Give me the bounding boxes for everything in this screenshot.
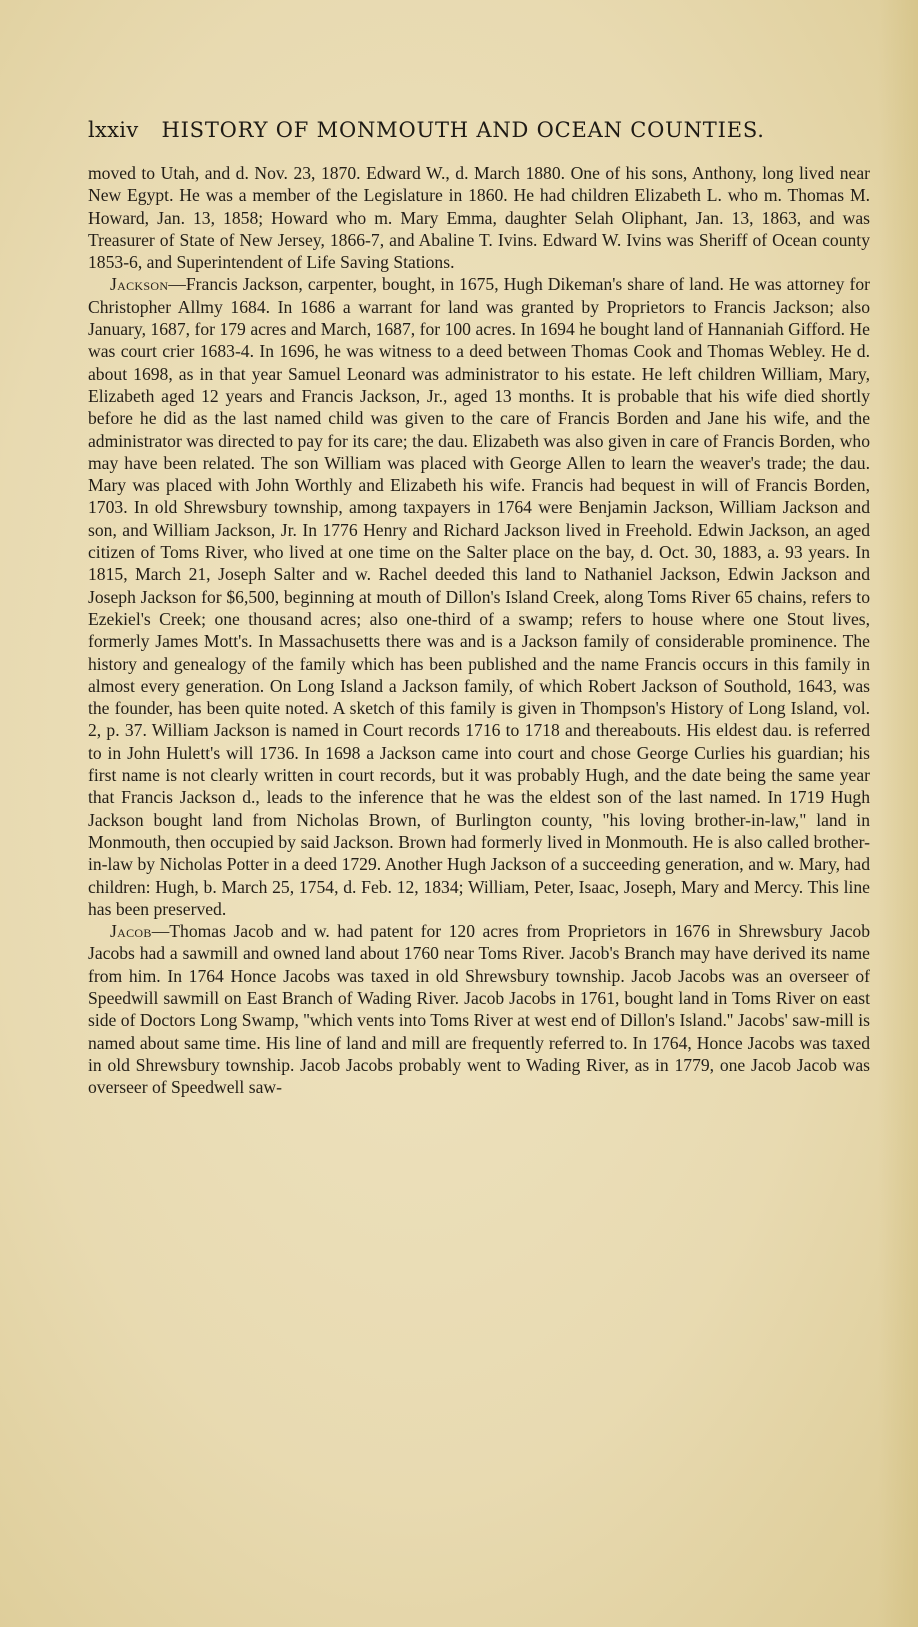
entry-heading-jacob: Jacob bbox=[110, 921, 152, 942]
page-number: lxxiv bbox=[88, 118, 139, 142]
paragraph-text: —Thomas Jacob and w. had patent for 120 acres from Proprietors in 1676 in Shrewsbury Jacob Jacobs had a sawmill and owned land about 1760 near Toms River. Jacob's Branch may have derived its name from him. In 1764 Honce Jacobs was taxed in old Shrewsbury township. Jacob Jacobs was an overseer of Speedwill sawmill on East Branch of Wading River. Jacob Jacobs in 1761, bought land in Toms River on east side of Doctors Long Swamp, ''which vents into Toms River at west end of Dillon's Island.'' Jacobs' saw-mill is named about same time. His line of land and mill are frequently referred to. In 1764, Honce Jacobs was taxed in old Shrewsbury township. Jacob Jacobs probably went to Wading River, as in 1779, one Jacob Jacob was overseer of Speedwell saw- bbox=[88, 921, 870, 1098]
paragraph-jacob bbox=[88, 920, 870, 1098]
paragraph-text: —Francis Jackson, carpenter, bought, in 1675, Hugh Dikeman's share of land. He was attorney for Christopher Allmy 1684. In 1686 a warrant for land was granted by Proprietors to Francis Jackson; also January, 1687, for 179 acres and March, 1687, for 100 acres. In 1694 he bought land of Hannaniah Gifford. He was court crier 1683-4. In 1696, he was witness to a deed between Thomas Cook and Thomas Webley. He d. about 1698, as in that year Samuel Leonard was administrator to his estate. He left children William, Mary, Elizabeth aged 12 years and Francis Jackson, Jr., aged 13 months. It is probable that his wife died shortly before he did as the last named child was given to the care of Francis Borden and Jane his wife, and the administrator was directed to pay for its care; the dau. Elizabeth was also given in care of Francis Borden, who may have been related. The son William was placed with George Allen to learn the weaver's trade; the dau. Mary was placed with John Worthly and Elizabeth his wife. Francis had bequest in will of Francis Borden, 1703. In old Shrewsbury township, among taxpayers in 1764 were Benjamin Jackson, William Jackson and son, and William Jackson, Jr. In 1776 Henry and Richard Jackson lived in Freehold. Edwin Jackson, an aged citizen of Toms River, who lived at one time on the Salter place on the bay, d. Oct. 30, 1883, a. 93 years. In 1815, March 21, Joseph Salter and w. Rachel deeded this land to Nathaniel Jackson, Edwin Jackson and Joseph Jackson for $6,500, beginning at mouth of Dillon's Island Creek, along Toms River 65 chains, refers to Ezekiel's Creek; one thousand acres; also one-third of a swamp; refers to house where one Stout lives, formerly James Mott's. In Massachusetts there was and is a Jackson family of considerable prominence. The history and genealogy of the family which has been published and the name Francis occurs in this family in almost every generation. On Long Island a Jackson family, of which Robert Jackson of Southold, 1643, was the founder, has been quite noted. A sketch of this family is given in Thompson's History of Long Island, vol. 2, p. 37. William Jackson is named in Court records 1716 to 1718 and thereabouts. His eldest dau. is referred to in John Hulett's will 1736. In 1698 a Jackson came into court and chose George Curlies his guardian; his first name is not clearly written in court records, but it was probably Hugh, and the date being the same year that Francis Jackson d., leads to the inference that he was the eldest son of the last named. In 1719 Hugh Jackson bought land from Nicholas Brown, of Burlington county, "his loving brother-in-law," land in Monmouth, then occupied by said Jackson. Brown had formerly lived in Monmouth. He is also called brother-in-law by Nicholas Potter in a deed 1729. Another Hugh Jackson of a succeeding generation, and w. Mary, had children: Hugh, b. March 25, 1754, d. Feb. 12, 1834; William, Peter, Isaac, Joseph, Mary and Mercy. This line has been preserved. bbox=[88, 274, 870, 919]
running-header bbox=[88, 118, 848, 142]
running-title: HISTORY OF MONMOUTH AND OCEAN COUNTIES. bbox=[161, 118, 765, 142]
body-text bbox=[88, 162, 870, 1098]
page-edge-shade bbox=[878, 0, 918, 1627]
paragraph-text: moved to Utah, and d. Nov. 23, 1870. Edward W., d. March 1880. One of his sons, Anthony, long lived near New Egypt. He was a member of the Legislature in 1860. He had children Elizabeth L. who m. Thomas M. Howard, Jan. 13, 1858; Howard who m. Mary Emma, daughter Selah Oliphant, Jan. 13, 1863, and was Treasurer of State of New Jersey, 1866-7, and Abaline T. Ivins. Edward W. Ivins was Sheriff of Ocean county 1853-6, and Superintendent of Life Saving Stations. bbox=[88, 163, 870, 273]
paragraph-ivins-continued bbox=[88, 162, 870, 273]
entry-heading-jackson: Jackson bbox=[110, 274, 169, 295]
paragraph-jackson bbox=[88, 273, 870, 920]
